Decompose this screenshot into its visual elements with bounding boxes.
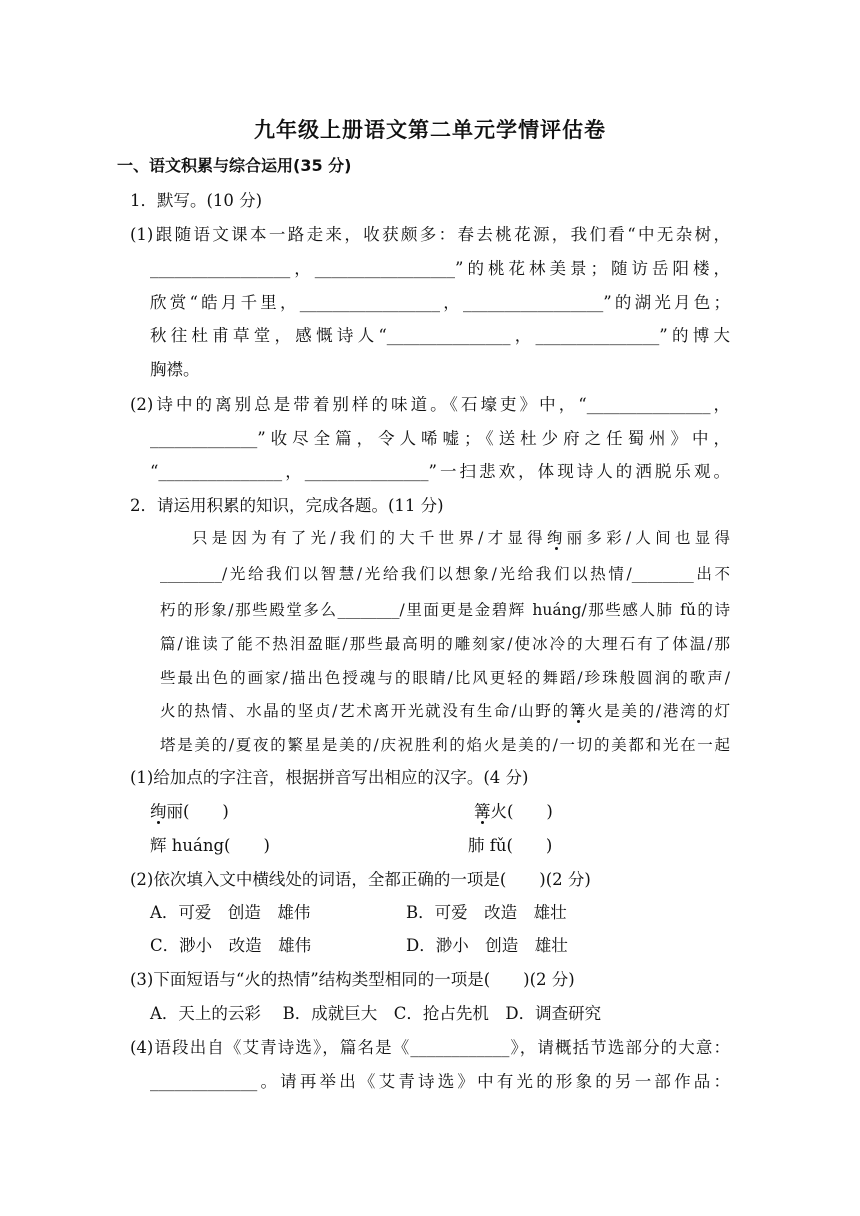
passage-line: 火的热情、水晶的坚贞/艺术离开光就没有生命/山野的篝火是美的/港湾的灯 — [160, 702, 730, 720]
passage-line: 塔是美的/夏夜的繁星是美的/庆祝胜利的焰火是美的/一切的美都和光在一起 — [160, 736, 730, 754]
option-c: C．渺小 改造 雄伟 — [150, 936, 312, 955]
q1-p1-line: (1)跟随语文课本一路走来，收获颇多：春去桃花源，我们看“中无杂树， — [130, 225, 730, 244]
option-b: B．可爱 改造 雄壮 — [406, 903, 567, 922]
passage-line: ________/光给我们以智慧/光给我们以想象/光给我们以热情/________出不 — [160, 565, 730, 583]
dotted-char: 篝 — [474, 802, 491, 821]
option-d: D．渺小 创造 雄壮 — [406, 936, 568, 955]
q1-p2-line: _____________”收尽全篇，令人唏嘘；《送杜少府之任蜀州》中， — [150, 429, 730, 448]
pinyin-item: 肺 fǔ( ) — [468, 836, 553, 855]
option-a: A．可爱 创造 雄伟 — [150, 903, 311, 922]
q1-p1-line: 欣赏“皓月千里，_________________，_________________”的湖光月色； — [150, 293, 730, 312]
q1-p1-line: _________________，_________________”的桃花林美景；随访岳阳楼， — [150, 259, 730, 278]
passage-line: 篇/谁读了能不热泪盈眶/那些最高明的雕刻家/使冰冷的大理石有了体温/那 — [160, 635, 730, 653]
subquestion-4-line: (4)语段出自《艾青诗选》，篇名是《____________》，请概括节选部分的大意： — [130, 1038, 730, 1057]
subquestion-1-heading: (1)给加点的字注音，根据拼音写出相应的汉字。(4 分) — [130, 768, 529, 787]
subquestion-4-line: _____________。请再举出《艾青诗选》中有光的形象的另一部作品： — [150, 1072, 730, 1091]
q1-p1-line: 秋往杜甫草堂，感慨诗人“_______________，_______________”的博大 — [150, 326, 730, 345]
question-2-heading: 2．请运用积累的知识，完成各题。(11 分) — [130, 496, 444, 515]
passage-line: 些最出色的画家/描出色授魂与的眼睛/比风更轻的舞蹈/珍珠般圆润的歌声/ — [160, 669, 730, 687]
dotted-char: 绚 — [546, 529, 567, 547]
pinyin-item: 篝火( ) — [474, 802, 553, 821]
passage-line: 朽的形象/那些殿堂多么________/里面更是金碧辉 huáng/那些感人肺 fǔ的诗 — [160, 601, 730, 619]
subquestion-3-options: A．天上的云彩 B．成就巨大 C．抢占先机 D．调查研究 — [150, 1004, 602, 1023]
subquestion-2-heading: (2)依次填入文中横线处的词语，全都正确的一项是( )(2 分) — [130, 870, 591, 889]
dotted-char: 篝 — [569, 702, 588, 720]
q1-p2-line: (2)诗中的离别总是带着别样的味道。《石壕吏》中，“_______________， — [130, 395, 730, 414]
section-heading: 一、语文积累与综合运用(35 分) — [117, 156, 352, 175]
pinyin-item: 辉 huáng( ) — [150, 836, 270, 855]
subquestion-3-heading: (3)下面短语与“火的热情”结构类型相同的一项是( )(2 分) — [130, 970, 575, 989]
question-1-heading: 1．默写。(10 分) — [130, 191, 263, 210]
dotted-char: 绚 — [150, 802, 167, 821]
q1-p1-line: 胸襟。 — [150, 360, 200, 379]
page-title: 九年级上册语文第二单元学情评估卷 — [254, 118, 606, 142]
pinyin-item: 绚丽( ) — [150, 802, 229, 821]
q1-p2-line: “_______________，_______________”一扫悲欢，体现诗人的洒脱乐观。 — [150, 462, 730, 481]
passage-line: 只是因为有了光/我们的大千世界/才显得绚丽多彩/人间也显得 — [192, 529, 730, 547]
